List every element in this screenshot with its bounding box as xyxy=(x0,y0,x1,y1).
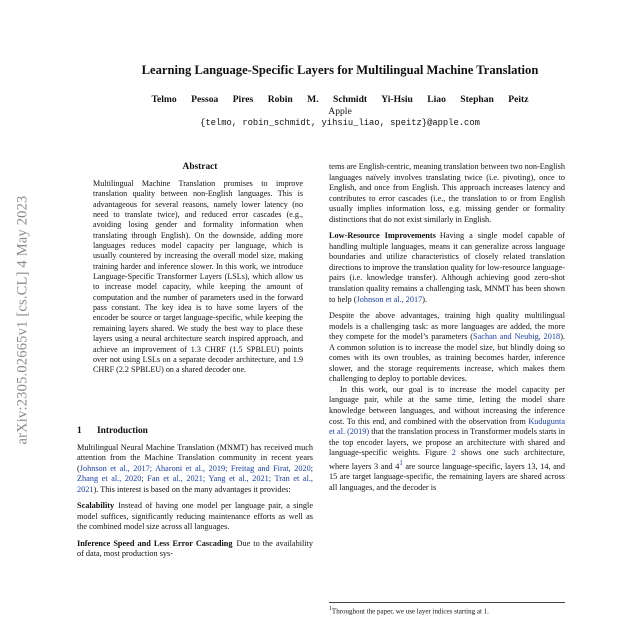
left-column xyxy=(77,426,313,560)
footnote-link[interactable]: 1 xyxy=(399,459,403,467)
run-in-heading: Inference Speed and Less Error Cascading xyxy=(77,538,233,548)
paragraph: tems are English-centric, meaning translation between two non-English languages naïvely involves translating twice (i.e. pivoting), once to English, and once from English. This approach increases latency and contributes to error cascades (i.e., the translation to or from English usually implies information loss, e.g. missing gender or formality distinctions that do not exist similarly in English. xyxy=(329,162,565,224)
author: Stephan Peitz xyxy=(460,94,529,105)
paragraph: Despite the above advantages, training high quality multilingual models is a challenging task: as more languages are added, the more they compete for the model’s parameters (Sachan and Neubig, 2018). A common solution is to increase the model size, but blindly doing so comes with its own troubles, as training becomes harder, inference slower, and the storage requirements increase, which makes them challenging to deploy to portable devices. xyxy=(329,311,565,384)
arxiv-stamp: arXiv:2305.02665v1 [cs.CL] 4 May 2023 xyxy=(14,195,31,445)
run-in-heading: Scalability xyxy=(77,501,115,511)
paragraph: Multilingual Neural Machine Translation (MNMT) has received much attention from the Machine Translation community in recent years (Johnson et al., 2017; Aharoni et al., 2019; Freitag and Firat, 2020; Zhang et al., 2020; Fan et al., 2021; Yang et al., 2021; Tran et al., 2021). This interest is based on the many advantages it provides: xyxy=(77,442,313,494)
affiliation: Apple xyxy=(328,106,352,117)
author: Telmo Pessoa Pires xyxy=(151,94,254,105)
figure-link[interactable]: 2 xyxy=(451,448,456,458)
citation-link[interactable]: Johnson et al., 2017; Aharoni et al., 2019; Freitag and Firat, 2020; Zhang et al., 2020; Fan et al., 2021; Yang et al., 2021; Tran et al., 2021 xyxy=(77,463,313,494)
author: Robin M. Schmidt xyxy=(267,94,368,105)
paragraph: Inference Speed and Less Error Cascading Due to the availability of data, most production sys- xyxy=(77,538,313,559)
section-heading-introduction: 1 Introduction xyxy=(77,426,148,436)
run-in-heading: Low-Resource Improvements xyxy=(329,231,436,241)
right-column xyxy=(329,162,565,493)
abstract-heading: Abstract xyxy=(182,162,218,172)
citation-link[interactable]: Sachan and Neubig, 2018 xyxy=(473,332,561,342)
paragraph: Scalability Instead of having one model per language pair, a single model suffices, significantly reducing maintenance efforts as well as the combined model size across all languages. xyxy=(77,501,313,532)
author: Yi-Hsiu Liao xyxy=(381,94,446,105)
author-list xyxy=(60,94,620,105)
abstract-text: Multilingual Machine Translation promises to improve translation quality between non-English languages. This is advantageous for several reasons, namely lower latency (no need to translate twice), and reduced error cascades (e.g., avoiding losing gender and formality information when translating through English). On the downside, adding more languages reduces model capacity per language, which is usually countered by increasing the overall model size, making training harder and inference slower. In this work, we introduce Language-Specific Transformer Layers (LSLs), which allow us to increase model capacity, while keeping the amount of computation and the number of parameters used in the forward pass constant. The key idea is to have some layers of the encoder be source or target language-specific, while keeping the remaining layers shared. We study the best way to place these layers using a neural architecture search inspired approach, and achieve an improvement of 1.3 CHRF (1.5 SPBLEU) points over not using LSLs on a separate decoder architecture, and 1.9 CHRF (2.2 SPBLEU) on a shared decoder one. xyxy=(93,179,303,375)
paragraph: In this work, our goal is to increase the model capacity per language pair, while at the same time, letting the model share knowledge between languages, and without increasing the inference cost. To this end, and combined with the observation from Kudugunta et al. (2019) that the translation process in Transformer models starts in the top encoder layers, we propose an architecture with shared and language-specific weights. Figure 2 shows one such architecture, where layers 3 and 4$^1$ are source language-specific, layers 13, 14, and 15 are target language-specific, the remaining layers are shared across all languages, and the decoder is xyxy=(329,384,566,492)
citation-link[interactable]: Johnson et al., 2017 xyxy=(356,294,423,304)
paragraph: Low-Resource Improvements Having a single model capable of handling multiple languages, means it can generalize across language boundaries and utilize characteristics of closely related translation directions to improve the translation quality for low-resource language-pairs (i.e. knowledge transfer). Although achieving good zero-shot translation quality remains a challenging task, MNMT has been shown to help (Johnson et al., 2017). xyxy=(329,231,566,304)
footnote: $^1$Throughout the paper, we use layer indices starting at 1. xyxy=(329,602,565,615)
author-emails: {telmo, robin_schmidt, yihsiu_liao, speitz}@apple.com xyxy=(200,118,480,128)
citation-link[interactable]: Kudugunta et al. (2019) xyxy=(329,416,565,437)
paper-title: Learning Language-Specific Layers for Multilingual Machine Translation xyxy=(141,63,539,77)
